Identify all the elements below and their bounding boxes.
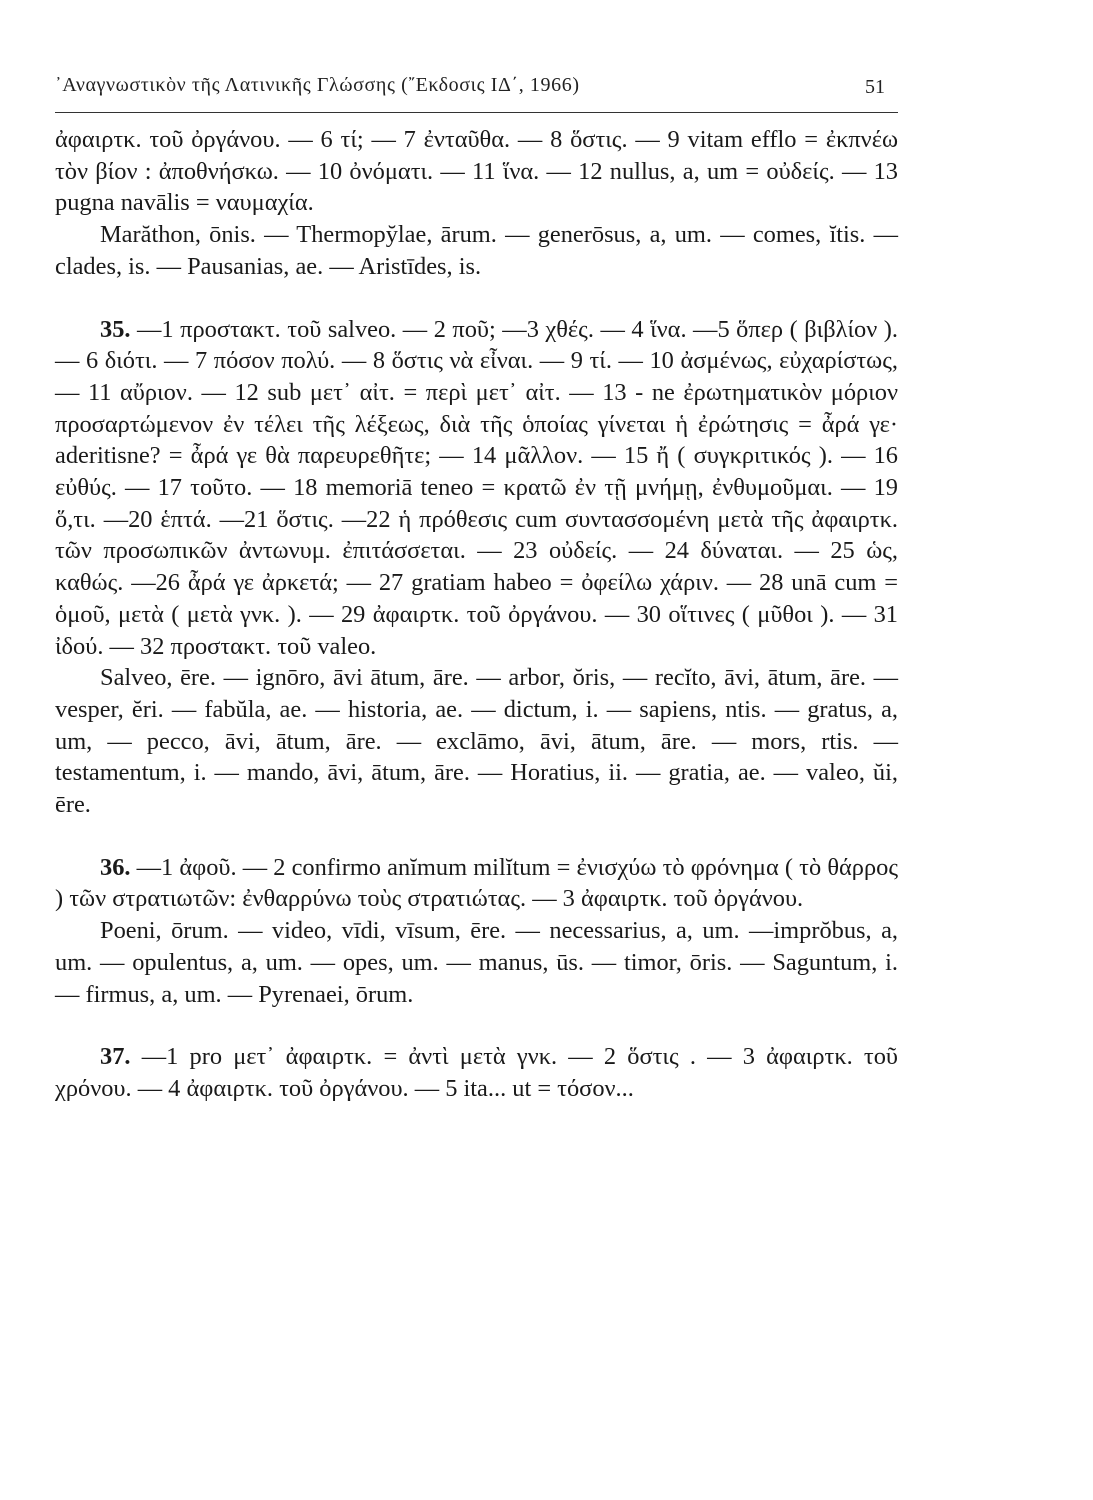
header-rule — [55, 112, 898, 113]
paragraph-continuation-notes — [55, 124, 898, 219]
paragraph-vocabulary-34 — [55, 219, 898, 282]
paragraph-notes-35 — [55, 314, 898, 663]
main-text — [55, 124, 898, 1105]
paragraph-text: Marăthon, ōnis. — Thermopy̆lae, ārum. — generōsus, a, um. — comes, ĭtis. — clades, is. — Pausanias, ae. — Aristīdes, is. — [55, 221, 898, 280]
section-number: 36. — [100, 853, 131, 881]
paragraph-vocabulary-36 — [55, 915, 898, 1010]
paragraph-text: Salveo, ēre. — ignōro, āvi ātum, āre. — arbor, ŏris, — recĭto, āvi, ātum, āre. — vesper, ĕri. — fabŭla, ae. — historia, ae. — dictum, i. — sapiens, ntis. — gratus, a, um, — pecco, āvi, ātum, āre. — exclāmo, āvi, ātum, āre. — mors, rtis. — testamentum, i. — mando, āvi, ātum, āre. — Horatius, ii. — gratia, ae. — valeo, ŭi, ēre. — [55, 664, 898, 819]
paragraph-notes-36 — [55, 852, 898, 915]
paragraph-text: Poeni, ōrum. — video, vīdi, vīsum, ēre. — necessarius, a, um. —imprŏbus, a, um. — opulentus, a, um. — opes, um. — manus, ūs. — timor, ōris. — Saguntum, i. — firmus, a, um. — Pyrenaei, ōrum. — [55, 917, 898, 1008]
section-number: 35. — [100, 315, 131, 343]
page-number: 51 — [865, 76, 885, 98]
paragraph-vocabulary-35 — [55, 662, 898, 821]
paragraph-notes-37 — [55, 1041, 898, 1104]
paragraph-text: —1 προστακτ. τοῦ salveo. — 2 ποῦ; —3 χθές. — 4 ἵνα. —5 ὅπερ ( βιβλίον ). — 6 διότι. — 7 πόσον πολύ. — 8 ὅστις νὰ εἶναι. — 9 τί. — 10 ἀσμένως, εὐχαρίστως, — 11 αὔριον. — 12 sub μετ᾿ αἰτ. = περὶ μετ᾿ αἰτ. — 13 - ne ἐρωτηματικὸν μόριον προσαρτώμενον ἐν τέλει τῆς λέξεως, διὰ τῆς ὁποίας γίνεται ἡ ἐρώτησις = ἆρά γε· aderitisne? = ἆρά γε θὰ παρευρεθῆτε; — 14 μᾶλλον. — 15 ἤ ( συγκριτικός ). — 16 εὐθύς. — 17 τοῦτο. — 18 memoriā teneo = κρατῶ ἐν τῇ μνήμῃ, ἐνθυμοῦμαι. — 19 ὅ,τι. —20 ἑπτά. —21 ὅστις. —22 ἡ πρόθεσις cum συντασσομένη μετὰ τῆς ἀφαιρτκ. τῶν προσωπικῶν ἀντωνυμ. ἐπιτάσσεται. — 23 οὐδείς. — 24 δύναται. — 25 ὡς, καθώς. —26 ἆρά γε ἀρκετά; — 27 gratiam habeo = ὀφείλω χάριν. — 28 unā cum = ὁμοῦ, μετὰ ( μετὰ γνκ. ). — 29 ἀφαιρτκ. τοῦ ὀργάνου. — 30 οἵτινες ( μῦθοι ). — 31 ἰδού. — 32 προστακτ. τοῦ valeo. — [55, 315, 898, 660]
running-head-title: ᾿Αναγνωστικὸν τῆς Λατινικῆς Γλώσσης (῎Εκδοσις ΙΔ΄, 1966) — [55, 74, 580, 96]
section-number: 37. — [100, 1043, 131, 1071]
paragraph-text: ἀφαιρτκ. τοῦ ὀργάνου. — 6 τί; — 7 ἐνταῦθα. — 8 ὅστις. — 9 vitam efflo = ἐκπνέω τὸν βίον : ἀποθνήσκω. — 10 ὀνόματι. — 11 ἵνα. — 12 nullus, a, um = οὐδείς. — 13 pugna navālis = ναυμαχία. — [55, 126, 898, 217]
paragraph-text: —1 ἀφοῦ. — 2 confirmo anĭmum milĭtum = ἐνισχύω τὸ φρόνημα ( τὸ θάρρος ) τῶν στρατιωτῶν: ἐνθαρρύνω τοὺς στρατιώτας. — 3 ἀφαιρτκ. τοῦ ὀργάνου. — [55, 853, 898, 913]
paragraph-text: —1 pro μετ᾿ ἀφαιρτκ. = ἀντὶ μετὰ γνκ. — 2 ὅστις . — 3 ἀφαιρτκ. τοῦ χρόνου. — 4 ἀφαιρτκ. τοῦ ὀργάνου. — 5 ita... ut = τόσον... — [55, 1043, 898, 1102]
